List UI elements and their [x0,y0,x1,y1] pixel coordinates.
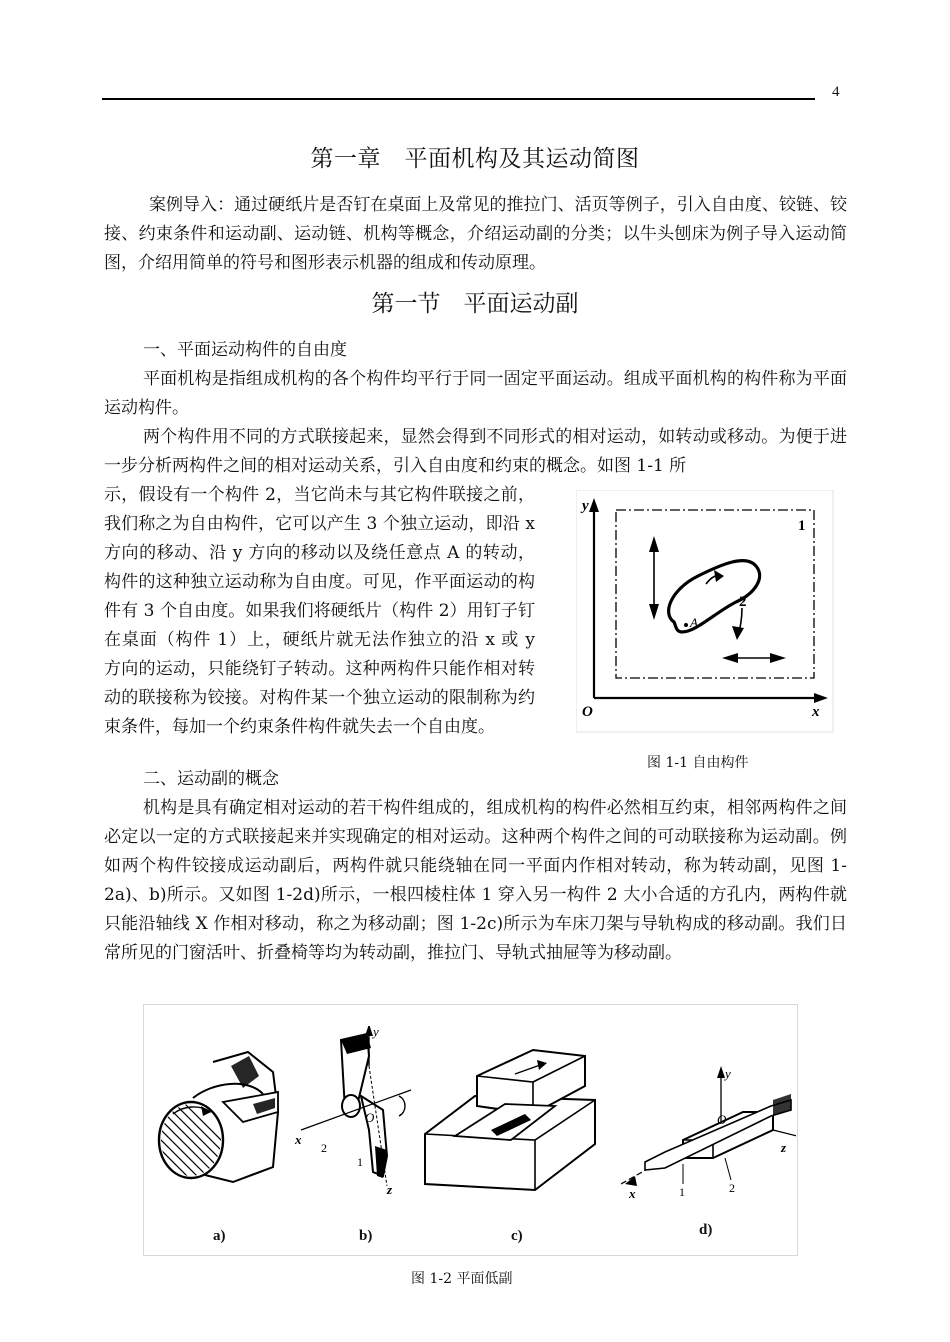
b-x-label: x [295,1132,302,1147]
b-o-label: O [365,1110,375,1125]
paragraph-kinematic-pair: 机构是具有确定相对运动的若干构件组成的，组成机构的构件必然相互约束，相邻两构件之间必定以一定的方式联接起来并实现确定的相对运动。这种两个构件之间的可动联接称为运动副。例如两个构件铰接成运动副后，两构件就只能绕轴在同一平面内作相对转动，称为转动副，见图 1-2a)、b)所示。又如图 1-2d)所示，一根四棱柱体 1 穿入另一构件 2 大小合适的方孔内，两构件就只能沿轴线 X 作相对移动，称之为移动副；图 1-2c)所示为车床刀架与导轨构成的移动副。我们日常所见的门窗活叶、折叠椅等均为转动副，推拉门、导轨式抽屉等为移动副。 [104,798,847,963]
figure-1-2c-label: c) [511,1228,523,1244]
x-axis-label: x [812,704,820,720]
figure-1-2c-slide [415,1044,600,1194]
section-title: 第一节 平面运动副 [371,291,579,317]
intro-paragraph: 案例导入：通过硬纸片是否钉在桌面上及常见的推拉门、活页等例子，引入自由度、铰链、铰接、约束条件和运动副、运动链、机构等概念，介绍运动副的分类；以牛头刨床为例子导入运动简图，介绍用简单的符号和图形表示机器的组成和传动原理。 [104,195,847,273]
b-y-label: y [373,1026,379,1039]
figure-1-2-caption: 图 1-2 平面低副 [411,1271,513,1287]
paragraph-planar-mechanism: 平面机构是指组成机构的各个构件均平行于同一固定平面运动。组成平面机构的构件称为平面运动构件。 [104,369,847,418]
b-2-label: 2 [321,1141,327,1155]
d-z-label: z [781,1140,787,1155]
figure-1-2b-label: b) [359,1228,373,1244]
figure-1-2d-label: d) [699,1222,713,1238]
heading-dof: 一、平面运动构件的自由度 [143,340,347,360]
d-2-label: 2 [729,1181,735,1195]
origin-label: O [582,704,593,720]
figure-1-2b-hinge [291,1026,421,1196]
paragraph-free-member: 示，假设有一个构件 2，当它尚未与其它构件联接之前，我们称之为自由构件，它可以产生 3 个独立运动，即沿 x 方向的移动、沿 y 方向的移动以及绕任意点 A 的转动，构件的这种独立运动称为自由度。可见，作平面运动的构件有 3 个自由度。如果我们将硬纸片（构件 2）用钉子钉在桌面（构件 1）上，硬纸片就无法作独立的沿 x 或 y 方向的运动，只能绕钉子转动。这种两构件只能作相对转动的联接称为铰接。对构件某一个独立运动的限制称为约束条件，每加一个约束条件构件就失去一个自由度。 [104,485,535,737]
d-1-label: 1 [679,1185,685,1199]
d-y-label: y [725,1066,731,1081]
figure-1-1-caption: 图 1-1 自由构件 [647,755,749,771]
y-axis-label: y [582,498,589,514]
d-o-label: O [717,1112,727,1127]
member-1-label: 1 [798,518,806,534]
chapter-title: 第一章 平面机构及其运动简图 [310,146,640,172]
heading-kinematic-pair: 二、运动副的概念 [143,769,279,789]
b-z-label: z [387,1182,393,1196]
point-a-label: A [690,615,698,630]
figure-1-2a-revolute-pair [153,1042,298,1192]
figure-1-2d-prismatic [621,1044,796,1204]
member-2-label: 2 [739,594,747,610]
page-number: 4 [832,84,840,100]
figure-1-1 [576,490,834,733]
figure-1-2 [143,1004,798,1256]
b-1-label: 1 [357,1155,363,1169]
header-rule [102,98,815,100]
paragraph-relative-motion: 两个构件用不同的方式联接起来，显然会得到不同形式的相对运动，如转动或移动。为便于进一步分析两构件之间的相对运动关系，引入自由度和约束的概念。如图 1-1 所 [104,427,847,476]
d-x-label: x [629,1186,636,1201]
figure-1-2a-label: a) [213,1228,226,1244]
free-member-diagram [576,490,834,733]
